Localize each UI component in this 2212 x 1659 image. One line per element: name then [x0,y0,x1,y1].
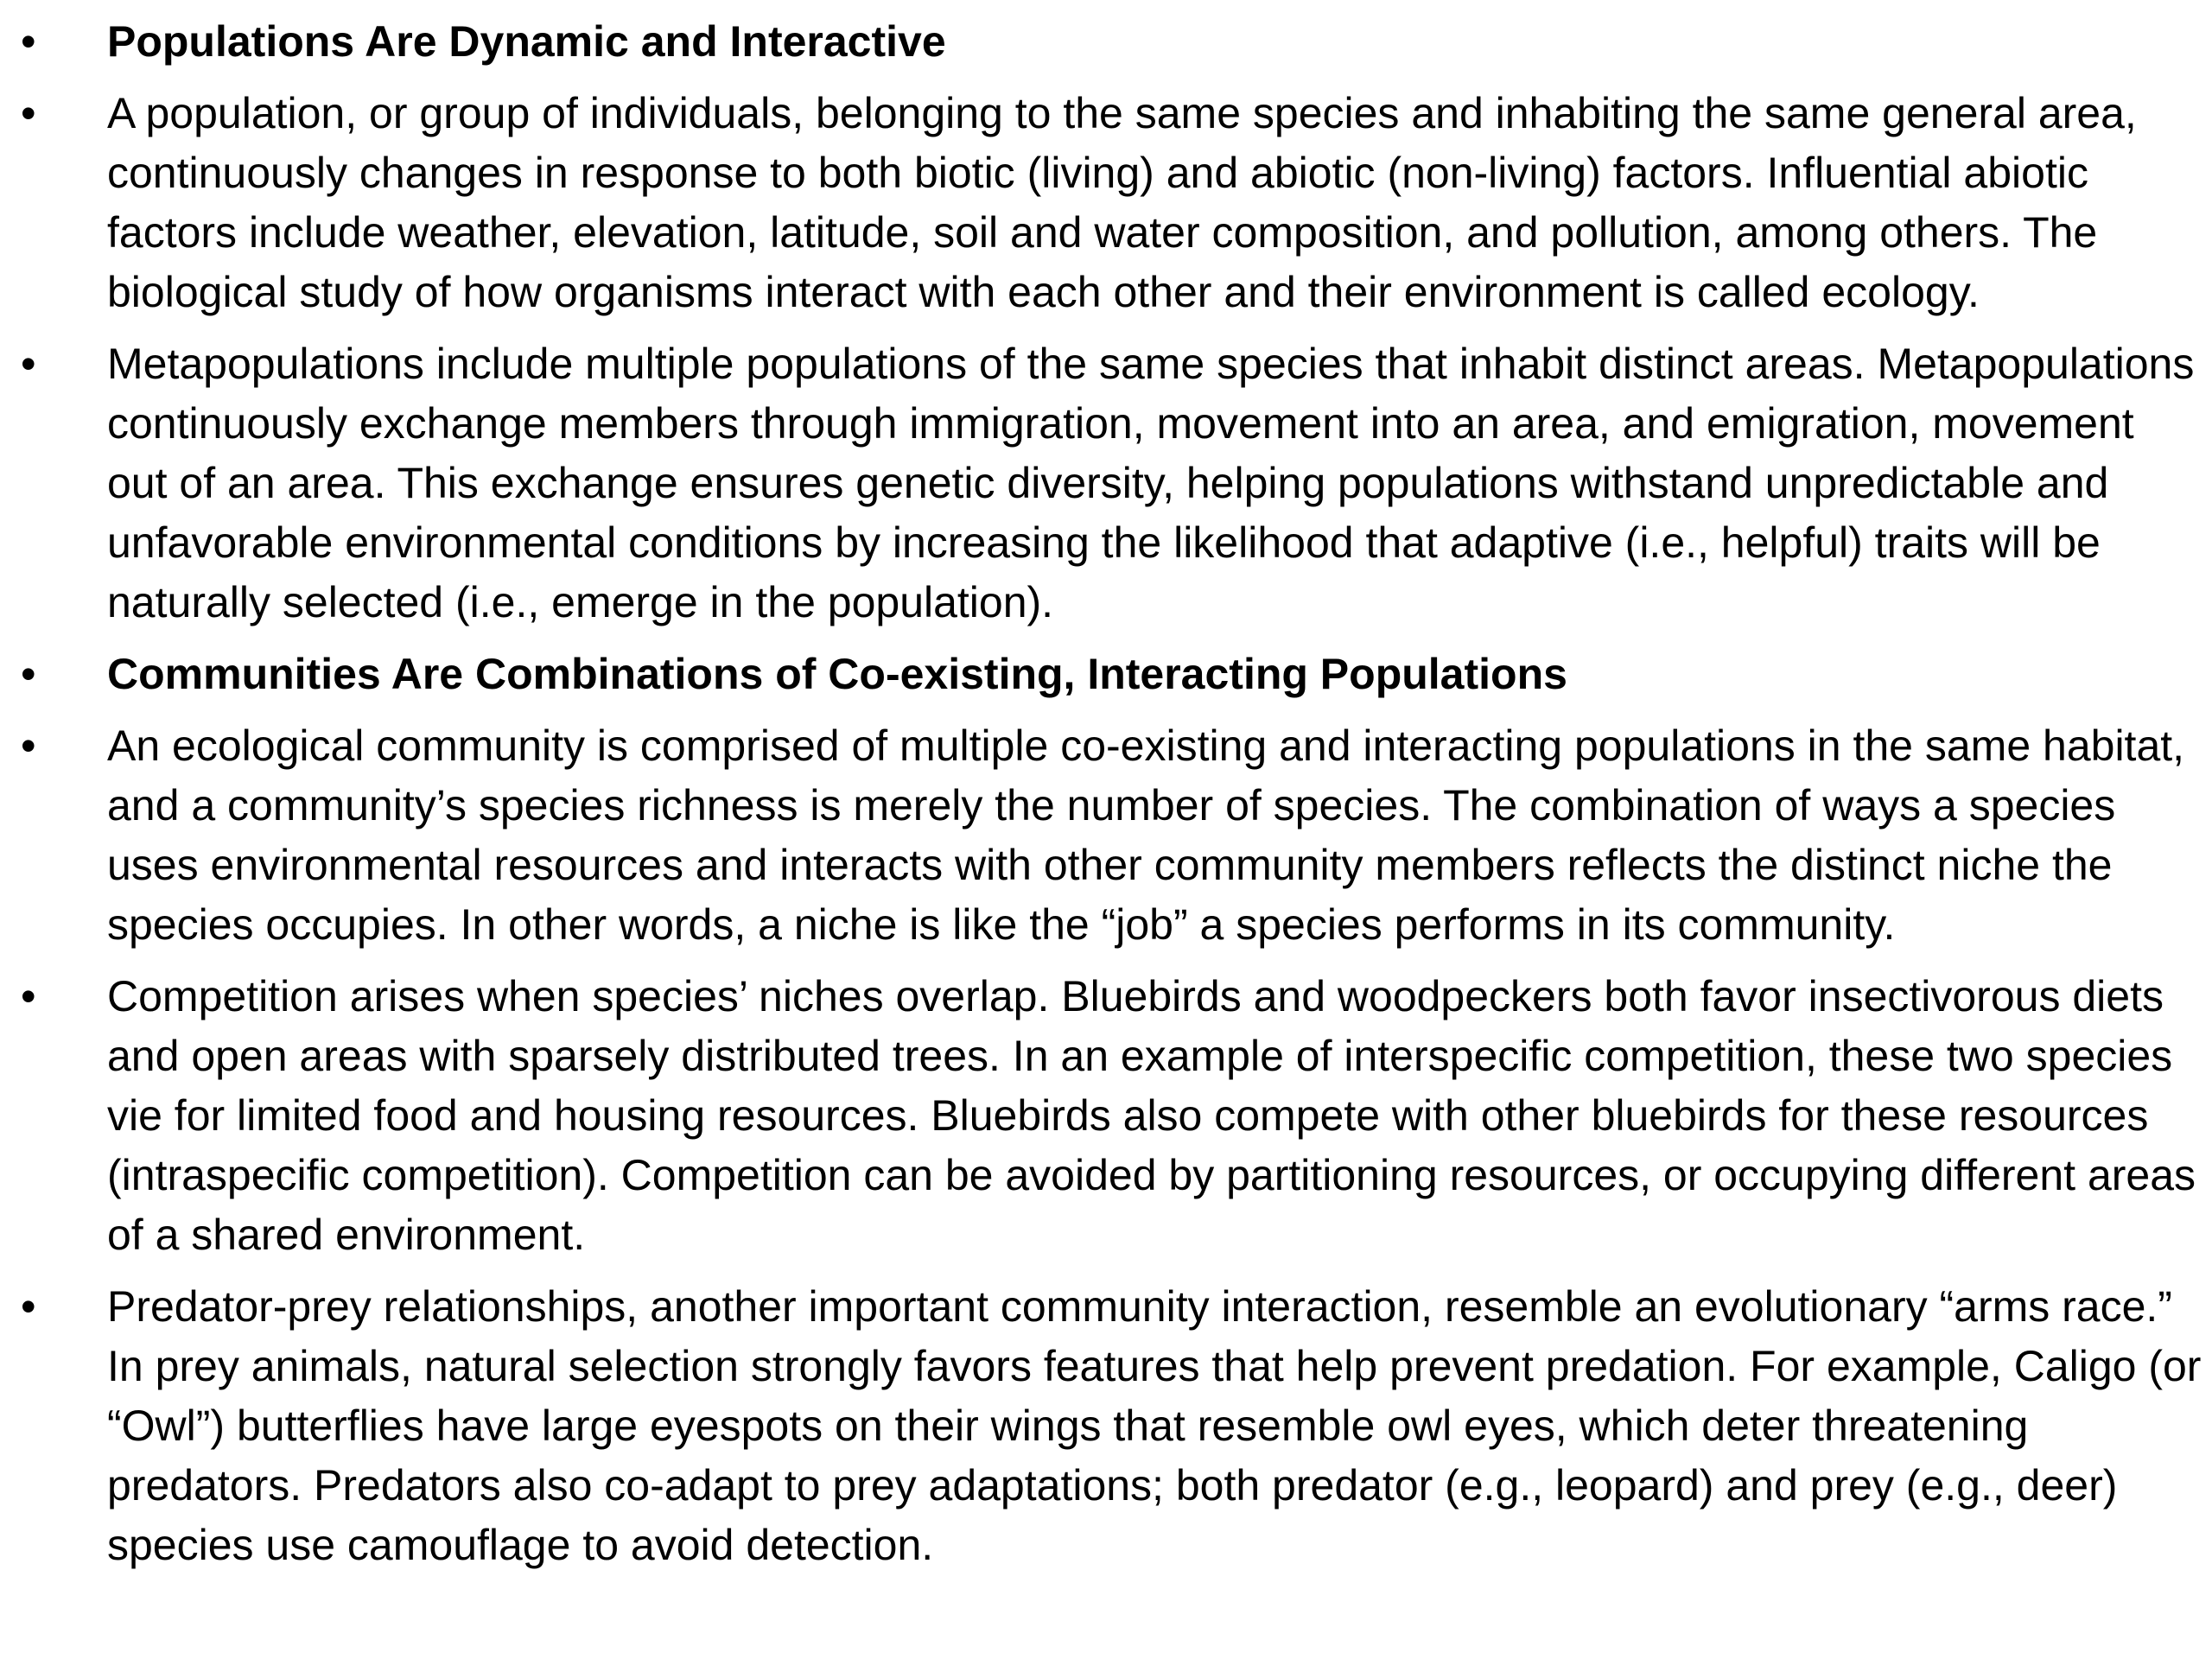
bullet-heading-populations [21,12,2203,72]
bullet-icon: • [21,89,36,137]
bullet-icon: • [21,650,36,698]
bullet-paragraph-competition [21,967,2203,1265]
bullet-heading-communities [21,645,2203,704]
bullet-text: Metapopulations include multiple populations of the same species that inhabit distinct areas. Metapopulations continuously exchange members through immigration, movement into an area, and emigration, movement out of an area. This exchange ensures genetic diversity, helping populations withstand unpredictable and unfavorable environmental conditions by increasing the likelihood that adaptive (i.e., helpful) traits will be naturally selected (i.e., emerge in the population). [107,340,2195,626]
bullet-text: Predator-prey relationships, another important community interaction, resemble an evolutionary “arms race.” In prey animals, natural selection strongly favors features that help prevent predation. For example, Caligo (or “Owl”) butterflies have large eyespots on their wings that resemble owl eyes, which deter threatening predators. Predators also co-adapt to prey adaptations; both predator (e.g., leopard) and prey (e.g., deer) species use camouflage to avoid detection. [107,1282,2202,1569]
bullet-text: Populations Are Dynamic and Interactive [107,17,946,66]
bullet-paragraph-metapopulations [21,334,2203,632]
bullet-icon: • [21,340,36,388]
bullet-icon: • [21,972,36,1020]
bullet-text: An ecological community is comprised of multiple co-existing and interacting populations in the same habitat, and a community’s species richness is merely the number of species. The combination of ways a species uses environmental resources and interacts with other community members reflects the distinct niche the species occupies. In other words, a niche is like the “job” a species performs in its community. [107,721,2185,949]
bullet-text: A population, or group of individuals, belonging to the same species and inhabiting the same general area, continuously changes in response to both biotic (living) and abiotic (non-living) factors. Influential abiotic factors include weather, elevation, latitude, soil and water composition, and pollution, among others. The biological study of how organisms interact with each other and their environment is called ecology. [107,89,2137,316]
bullet-paragraph-population [21,84,2203,322]
bullet-icon: • [21,721,36,770]
bullet-icon: • [21,1282,36,1331]
bullet-paragraph-community [21,716,2203,955]
bullet-text: Communities Are Combinations of Co-existing, Interacting Populations [107,650,1567,698]
bullet-paragraph-predator-prey [21,1277,2203,1575]
bullet-icon: • [21,17,36,66]
bullet-list [21,12,2203,1575]
bullet-text: Competition arises when species’ niches overlap. Bluebirds and woodpeckers both favor insectivorous diets and open areas with sparsely distributed trees. In an example of interspecific competition, these two species vie for limited food and housing resources. Bluebirds also compete with other bluebirds for these resources (intraspecific competition). Competition can be avoided by partitioning resources, or occupying different areas of a shared environment. [107,972,2196,1259]
